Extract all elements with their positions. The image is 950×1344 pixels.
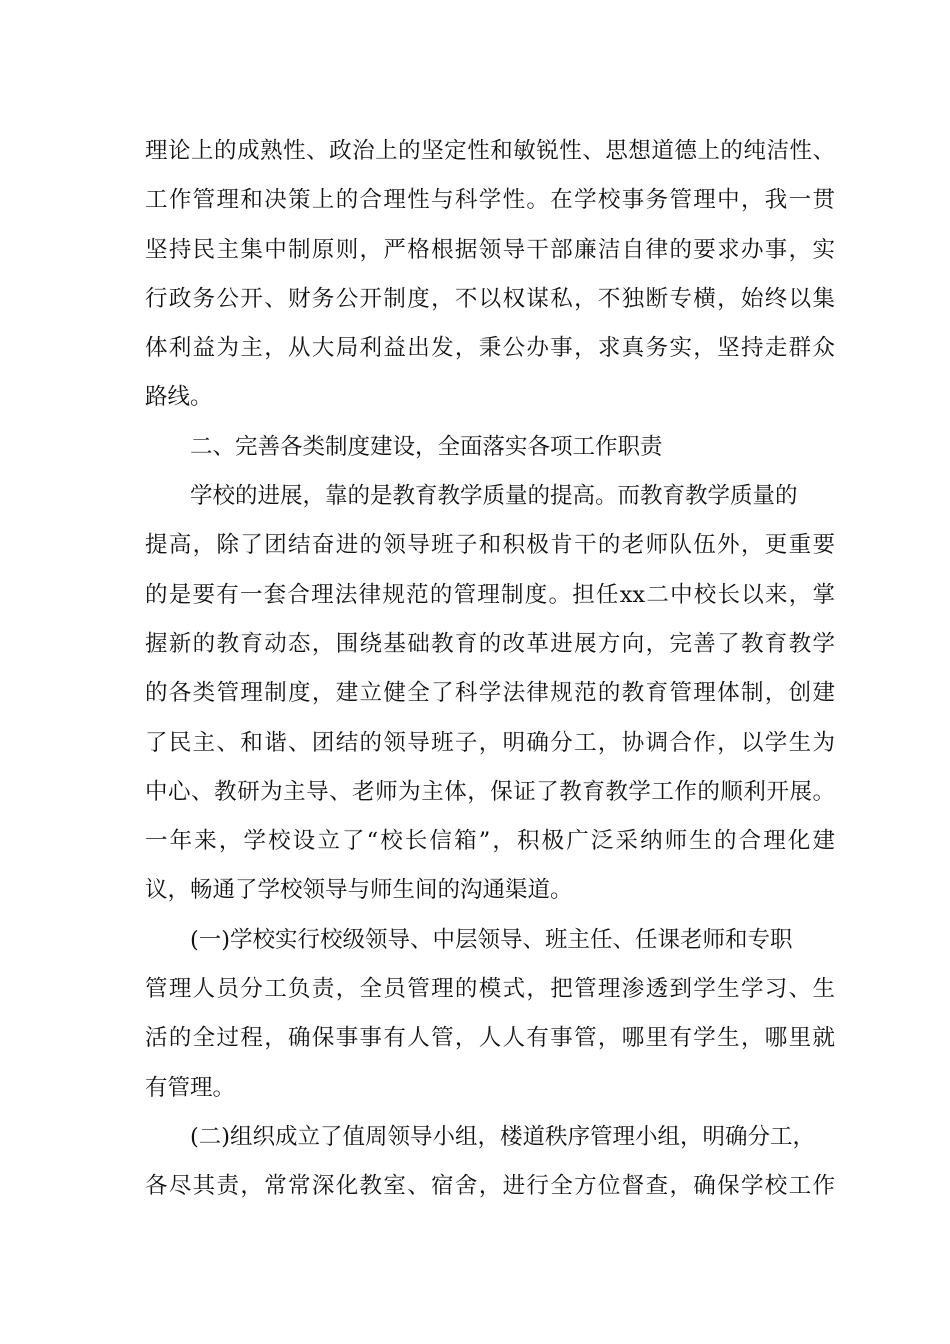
- text-line-10: 的是要有一套合理法律规范的管理制度。担任xx二中校长以来，掌: [145, 581, 835, 608]
- text-line-4: 行政务公开、财务公开制度，不以权谋私，不独断专横，始终以集: [145, 285, 835, 312]
- document-body: [145, 127, 835, 1212]
- text-line-14: 中心、教研为主导、老师为主体，保证了教育教学工作的顺利开展。: [145, 778, 835, 805]
- text-line-13: 了民主、和谐、团结的领导班子，明确分工，协调合作，以学生为: [145, 729, 835, 756]
- text-line-18: 管理人员分工负责，全员管理的模式，把管理渗透到学生学习、生: [145, 976, 835, 1003]
- text-line-21: (二)组织成立了值周领导小组，楼道秩序管理小组，明确分工，: [190, 1123, 816, 1150]
- text-line-17: (一)学校实行校级领导、中层领导、班主任、任课老师和专职: [190, 926, 793, 953]
- text-line-6: 路线。: [145, 384, 213, 411]
- text-line-16: 议，畅通了学校领导与师生间的沟通渠道。: [145, 877, 573, 904]
- text-line-8: 学校的进展，靠的是教育教学质量的提高。而教育教学质量的: [190, 483, 798, 510]
- text-line-5: 体利益为主，从大局利益出发，秉公办事，求真务实，坚持走群众: [145, 335, 835, 362]
- text-line-15: 一年来，学校设立了“校长信箱”，积极广泛采纳师生的合理化建: [145, 828, 835, 855]
- text-line-20: 有管理。: [145, 1074, 236, 1101]
- text-line-11: 握新的教育动态，围绕基础教育的改革进展方向，完善了教育教学: [145, 630, 835, 657]
- text-line-19: 活的全过程，确保事事有人管，人人有事管，哪里有学生，哪里就: [145, 1025, 835, 1052]
- text-line-1: 理论上的成熟性、政治上的坚定性和敏锐性、思想道德上的纯洁性、: [145, 138, 835, 164]
- text-line-3: 坚持民主集中制原则，严格根据领导干部廉洁自律的要求办事，实: [145, 236, 835, 263]
- section-heading: 二、完善各类制度建设，全面落实各项工作职责: [190, 433, 663, 460]
- text-line-2: 工作管理和决策上的合理性与科学性。在学校事务管理中，我一贯: [145, 187, 835, 214]
- text-line-12: 的各类管理制度，建立健全了科学法律规范的教育管理体制，创建: [145, 680, 835, 707]
- text-line-22: 各尽其责，常常深化教室、宿舍，进行全方位督查，确保学校工作: [145, 1173, 835, 1200]
- text-line-9: 提高，除了团结奋进的领导班子和积极肯干的老师队伍外，更重要: [145, 532, 835, 559]
